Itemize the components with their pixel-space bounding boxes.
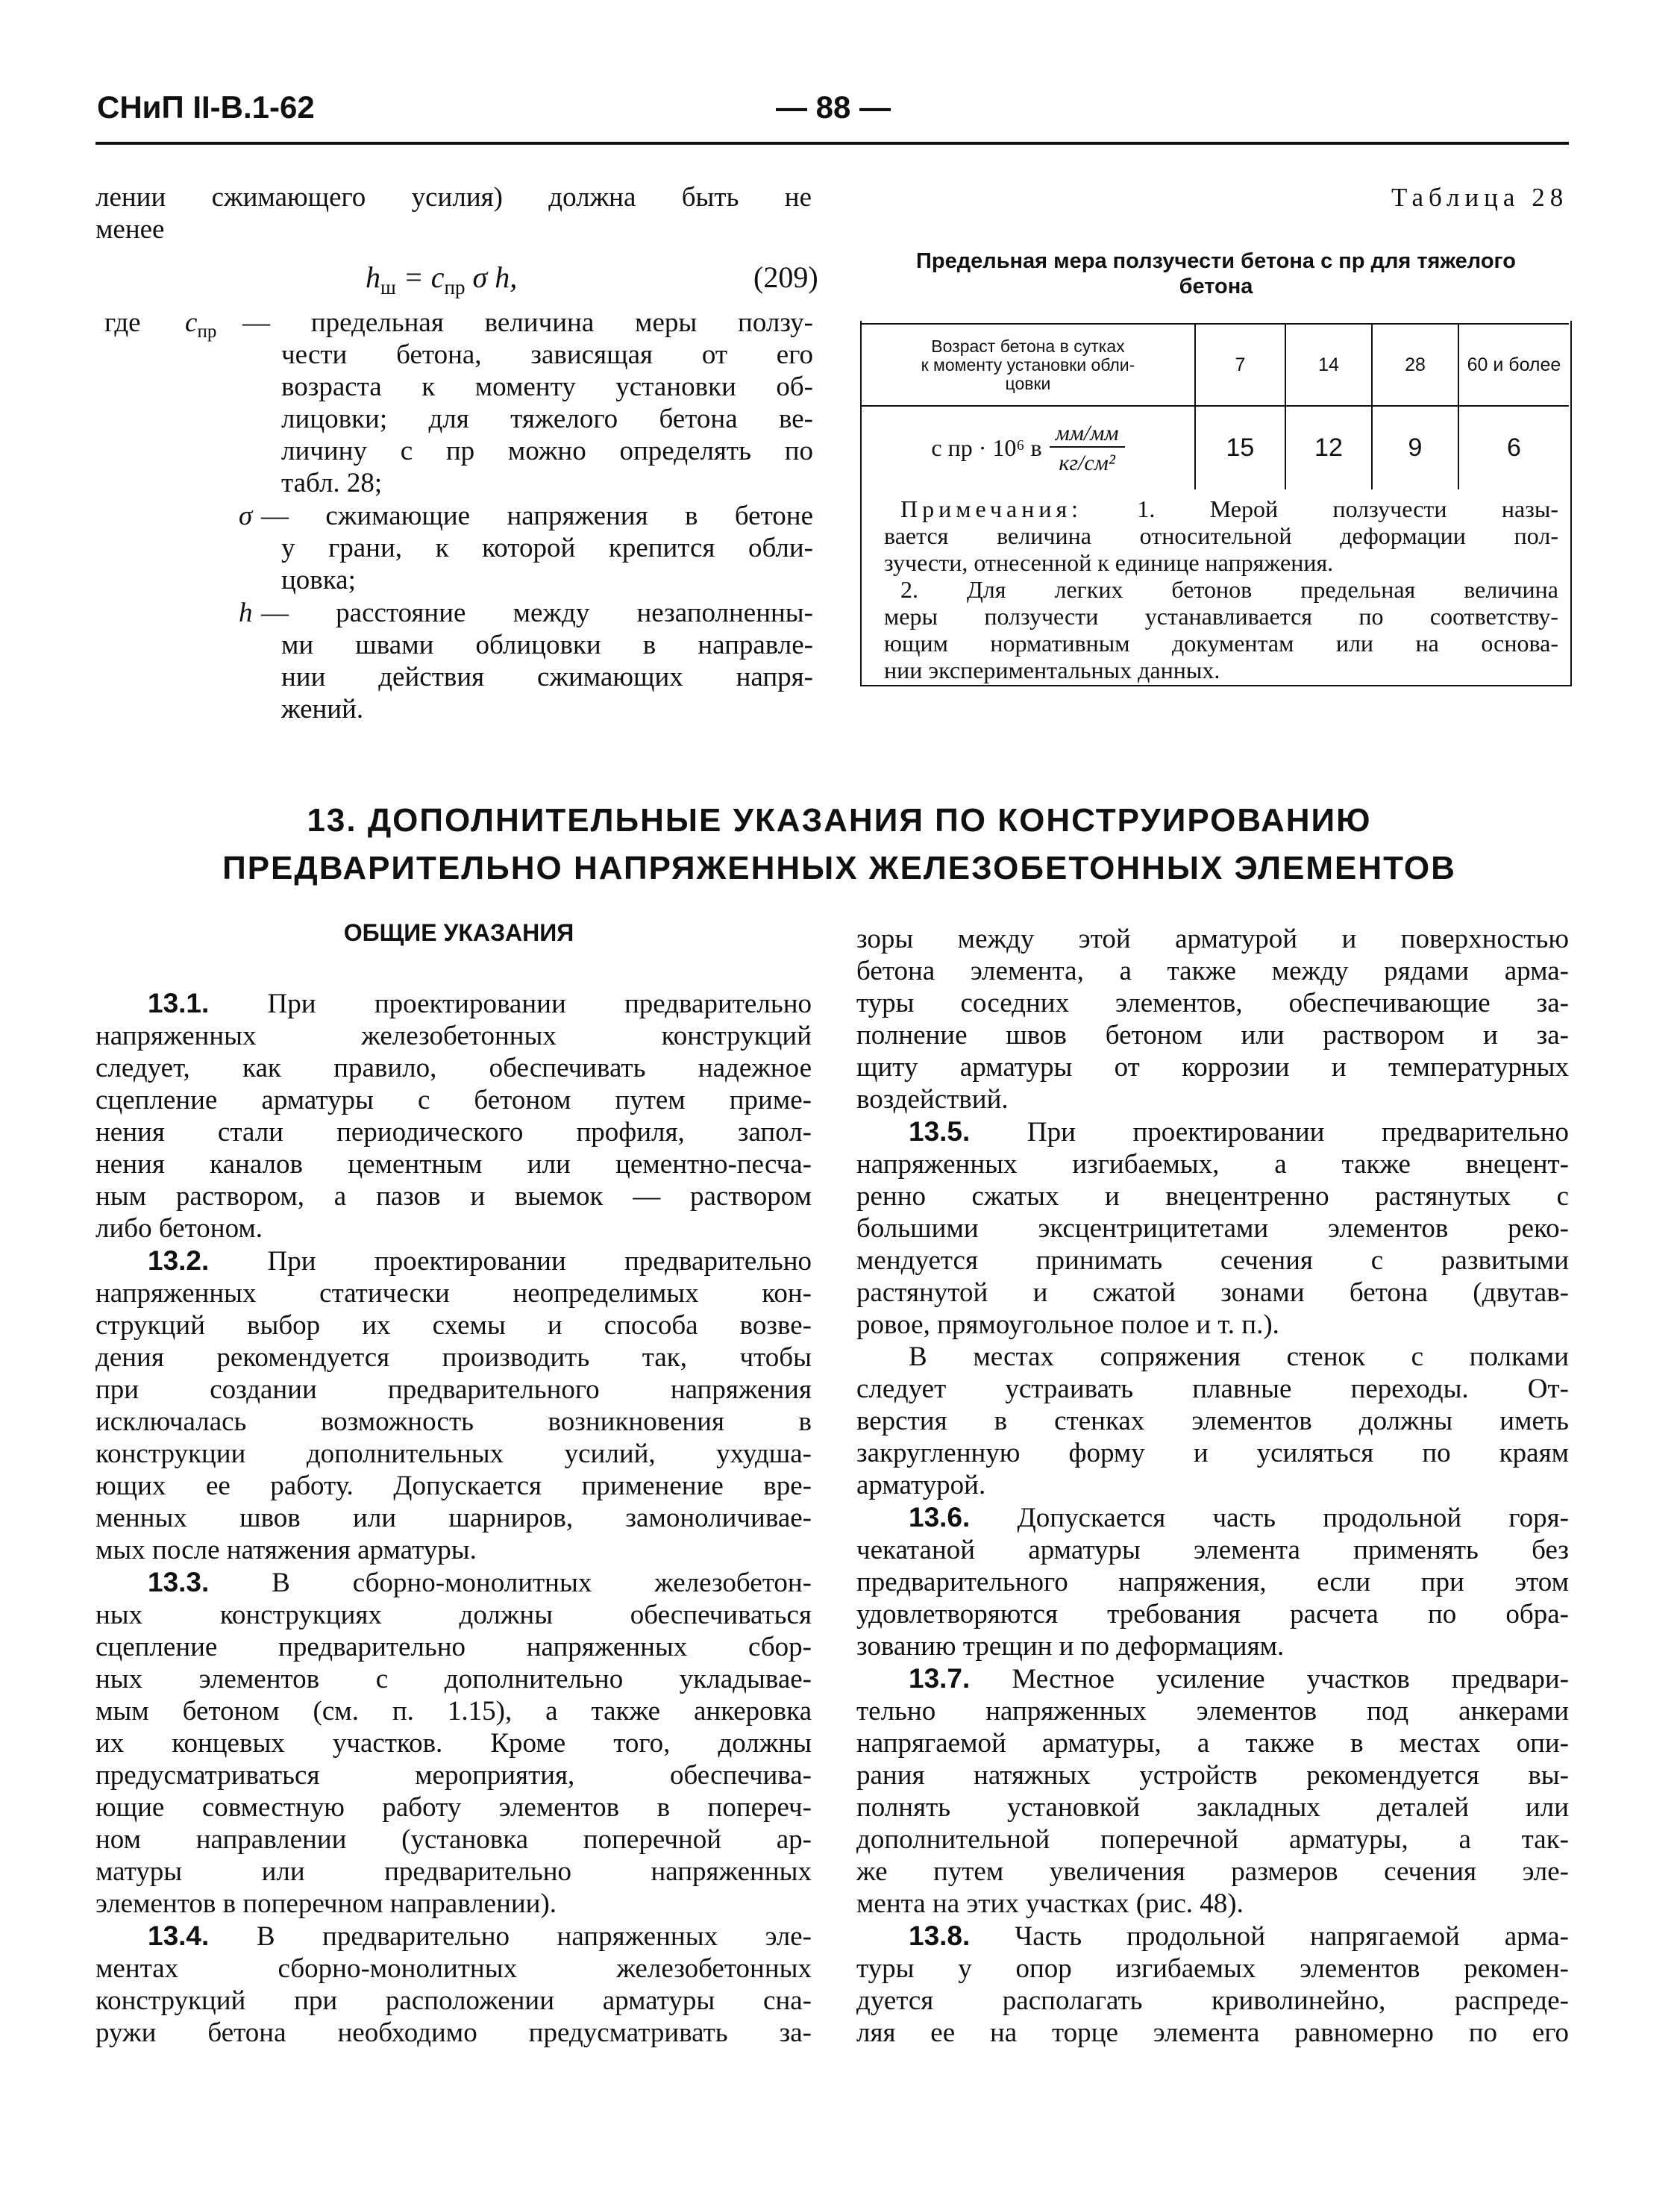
formula-rhs-sub: пр [444,276,466,298]
para-line: дения рекомендуется производить так, чтобы [95,1342,812,1373]
paragraph-13-8 [856,1920,1569,2049]
section-title [112,797,1567,892]
def-term-sigma: σ [239,501,253,531]
section-title-line: 13. ДОПОЛНИТЕЛЬНЫЕ УКАЗАНИЯ ПО КОНСТРУИРОВАНИЮ [307,802,1372,839]
para-line: конструкции дополнительных усилий, ухудша- [95,1439,812,1469]
def-line: возраста к моменту установки об- [281,372,813,402]
para-line: исключалась возможность возникновения в [95,1406,812,1437]
notes-line: 2. Для легких бетонов предельная величина [900,576,1558,603]
formula-209 [366,260,518,298]
para-line: При проектировании предварительно [1027,1117,1569,1148]
para-line: ляя ее на торце элемента равномерно по его [856,2017,1569,2048]
equation-number: (209) [753,260,818,294]
para-line: напряженных изгибаемых, а также внецент- [856,1149,1569,1180]
table-title-line: Предельная мера ползучести бетона c пр для тяжелого [916,249,1516,273]
para-line: нения стали периодического профиля, запол- [95,1117,812,1148]
header-rule [95,142,1569,145]
table-title-line: бетона [1179,275,1253,298]
definition-cpr [242,307,813,499]
def-line: жений. [281,694,364,724]
para-number: 13.1. [148,988,210,1018]
def-line: нии действия сжимающих напря- [281,662,813,692]
para-line: менных швов или шарниров, замоноличивае- [95,1503,812,1533]
para-line: Часть продольной напрягаемой арма- [1015,1921,1569,1952]
formula-lhs: h [366,260,380,294]
table-age-cell: 60 и более [1458,324,1569,406]
para-line: ным раствором, а пазов и выемок — раствором [95,1181,812,1212]
table-header-line: к моменту установки обли- [921,354,1135,375]
paragraph-13-2 [95,1245,812,1566]
para-line: следует устраивать плавные переходы. От- [856,1374,1569,1404]
para-line: ментах сборно-монолитных железобетонных [95,1953,812,1984]
para-line: ровое, прямоугольное полое и т. п.). [856,1309,1279,1340]
left-column [95,987,812,2049]
para-line: напрягаемой арматуры, а также в местах опи- [856,1728,1569,1759]
def-line: личину c пр можно определять по [281,436,813,466]
paragraph-13-4 [95,1920,812,2049]
formula-lhs-sub: ш [380,276,396,298]
def-term-sub: пр [197,322,217,342]
para-line: же путем увеличения размеров сечения эле- [856,1856,1569,1887]
paragraph-13-4-cont [856,923,1569,1115]
para-line: ренно сжатых и внецентренно растянутых с [856,1181,1569,1212]
para-line: ных конструкциях должны обеспечиваться [95,1600,812,1630]
table-header-line: Возраст бетона в сутках [931,336,1125,356]
notes-text: 1. Мерой ползучести назы- [1082,495,1558,522]
def-line: табл. 28; [281,468,383,498]
para-line: матуры или предварительно напряженных [95,1856,812,1887]
table-notes [884,495,1558,683]
def-line: лицовки; для тяжелого бетона ве- [281,404,813,434]
paragraph-13-7 [856,1662,1569,1920]
def-term-h: h [239,598,253,628]
para-line: сцепление предварительно напряженных сбор- [95,1632,812,1662]
para-line: мента на этих участках (рис. 48). [856,1888,1244,1919]
right-column [856,923,1569,2049]
para-number: 13.4. [148,1920,210,1951]
para-line: ном направлении (установка поперечной ар- [95,1824,812,1855]
para-line: мым бетоном (см. п. 1.15), а также анкеровка [95,1696,812,1727]
para-line: дуется располагать криволинейно, распреде- [856,1985,1569,2016]
para-number: 13.3. [148,1567,210,1597]
para-line: напряженных статически неопределимых кон- [95,1278,812,1309]
table-age-cell: 14 [1285,324,1372,406]
para-line: зованию трещин и по деформациям. [856,1631,1285,1662]
para-line: зоры между этой арматурой и поверхностью [856,924,1569,954]
notes-line [884,495,1558,522]
table-header-age [862,324,1195,406]
para-line: ных элементов с дополнительно укладывае- [95,1664,812,1694]
para-line: удовлетворяются требования расчета по обра- [856,1599,1569,1630]
where-word: где [104,307,141,338]
table-title [865,248,1567,299]
subsection-title: ОБЩИЕ УКАЗАНИЯ [343,919,574,946]
para-line: полнение швов бетоном или раствором и за- [856,1020,1569,1051]
para-line: При проектировании предварительно [267,989,812,1019]
para-line: либо бетоном. [95,1213,263,1244]
table-28 [862,323,1569,489]
para-line: предварительного напряжения, если при этом [856,1567,1569,1597]
para-line: Местное усиление участков предвари- [1012,1664,1570,1694]
para-line: арматурой. [856,1470,986,1500]
formula-rhs-b: σ h, [465,260,518,294]
notes-line: меры ползучести устанавливается по соответству- [884,603,1558,630]
def-line: — предельная величина меры ползу- [242,307,813,338]
para-line: закругленную форму и усиляться по краям [856,1438,1569,1468]
table-label: Таблица 28 [1391,183,1569,212]
para-number: 13.2. [148,1245,210,1276]
para-line: элементов в поперечном направлении). [95,1888,557,1919]
para-line: ющие совместную работу элементов в попереч- [95,1792,812,1823]
para-line: щиту арматуры от коррозии и температурных [856,1052,1569,1083]
def-term-symbol: c [185,307,198,338]
para-line: тельно напряженных элементов под анкерами [856,1696,1569,1727]
paragraph-13-3 [95,1566,812,1920]
table-value-cell: 9 [1372,406,1458,489]
para-line: туры у опор изгибаемых элементов рекомен- [856,1953,1569,1984]
para-line: следует, как правило, обеспечивать надежное [95,1053,812,1083]
notes-line: вается величина относительной деформации пол- [884,522,1558,549]
def-line: цовка; [281,565,356,595]
para-line: полнять установкой закладных деталей или [856,1792,1569,1823]
para-line: струкций выбор их схемы и способа возве- [95,1310,812,1341]
table-row-label-text: c пр · 10⁶ в [931,434,1042,461]
table-row-label [862,406,1195,489]
paragraph-13-1 [95,987,812,1245]
para-line: сцепление арматуры с бетоном путем приме- [95,1085,812,1115]
def-line: у грани, к которой крепится обли- [281,533,813,563]
para-line: туры соседних элементов, обеспечивающие за- [856,988,1569,1018]
para-line: мендуется принимать сечения с развитыми [856,1245,1569,1276]
para-line: Допускается часть продольной горя- [1017,1503,1569,1533]
para-number: 13.8. [909,1920,971,1951]
notes-line: ющим нормативным документам или на основа- [884,630,1558,657]
intro-line-1: лении сжимающего усилия) должна быть не [95,182,812,213]
para-line: конструкций при расположении арматуры сна- [95,1985,812,2016]
notes-line: зучести, отнесенной к единице напряжения. [884,549,1334,576]
document-code: СНиП II-В.1-62 [97,90,315,125]
para-line: нения каналов цементным или цементно-песча- [95,1149,812,1180]
table-value-cell: 12 [1285,406,1372,489]
unit-denominator: кг/см² [1059,450,1115,475]
para-line: В предварительно напряженных эле- [256,1921,812,1952]
paragraph-13-6 [856,1501,1569,1662]
para-line: В местах сопряжения стенок с полками [909,1342,1569,1372]
para-line: верстия в стенках элементов должны иметь [856,1406,1569,1436]
para-number: 13.7. [909,1663,971,1694]
def-line: — сжимающие напряжения в бетоне [261,501,813,531]
table-age-cell: 7 [1195,324,1285,406]
unit-numerator: мм/мм [1050,421,1125,448]
definition-h [261,597,813,725]
para-line: ющих ее работу. Допускается применение вре- [95,1471,812,1501]
paragraph-13-5 [856,1115,1569,1341]
intro-line-2: менее [95,214,165,245]
para-line: В сборно-монолитных железобетон- [272,1568,812,1598]
para-line: их концевых участков. Кроме того, должны [95,1728,812,1759]
para-number: 13.5. [909,1116,971,1147]
para-line: большими эксцентрицитетами элементов реко- [856,1213,1569,1244]
table-value-cell: 15 [1195,406,1285,489]
def-line: ми швами облицовки в направле- [281,630,813,660]
notes-heading: Примечания: [900,495,1083,522]
para-line: воздействий. [856,1084,1009,1115]
page-number: — 88 — [776,90,891,125]
para-line: напряженных железобетонных конструкций [95,1021,812,1051]
para-line: предусматриваться мероприятия, обеспечива- [95,1760,812,1791]
para-line: ружи бетона необходимо предусматривать за- [95,2017,812,2048]
para-line: растянутой и сжатой зонами бетона (двутав- [856,1277,1569,1308]
paragraph-13-5-b [856,1341,1569,1501]
para-number: 13.6. [909,1502,971,1533]
para-line: мых после натяжения арматуры. [95,1535,477,1565]
para-line: рания натяжных устройств рекомендуется вы- [856,1760,1569,1791]
para-line: при создании предварительного напряжения [95,1374,812,1405]
def-line: чести бетона, зависящая от его [281,339,813,370]
para-line: чекатаной арматуры элемента применять без [856,1535,1569,1565]
notes-line: нии экспериментальных данных. [884,657,1220,683]
table-header-line: цовки [1005,373,1051,393]
def-term-cpr [185,307,217,342]
para-line: бетона элемента, а также между рядами арма- [856,956,1569,986]
formula-rhs-a: = c [395,260,445,294]
def-line: — расстояние между незаполненны- [261,598,813,628]
para-line: При проектировании предварительно [267,1246,812,1277]
table-age-cell: 28 [1372,324,1458,406]
para-line: дополнительной поперечной арматуры, а так- [856,1824,1569,1855]
table-value-cell: 6 [1458,406,1569,489]
section-title-line: ПРЕДВАРИТЕЛЬНО НАПРЯЖЕННЫХ ЖЕЛЕЗОБЕТОННЫХ ЭЛЕМЕНТОВ [222,850,1456,886]
definition-sigma [261,500,813,596]
